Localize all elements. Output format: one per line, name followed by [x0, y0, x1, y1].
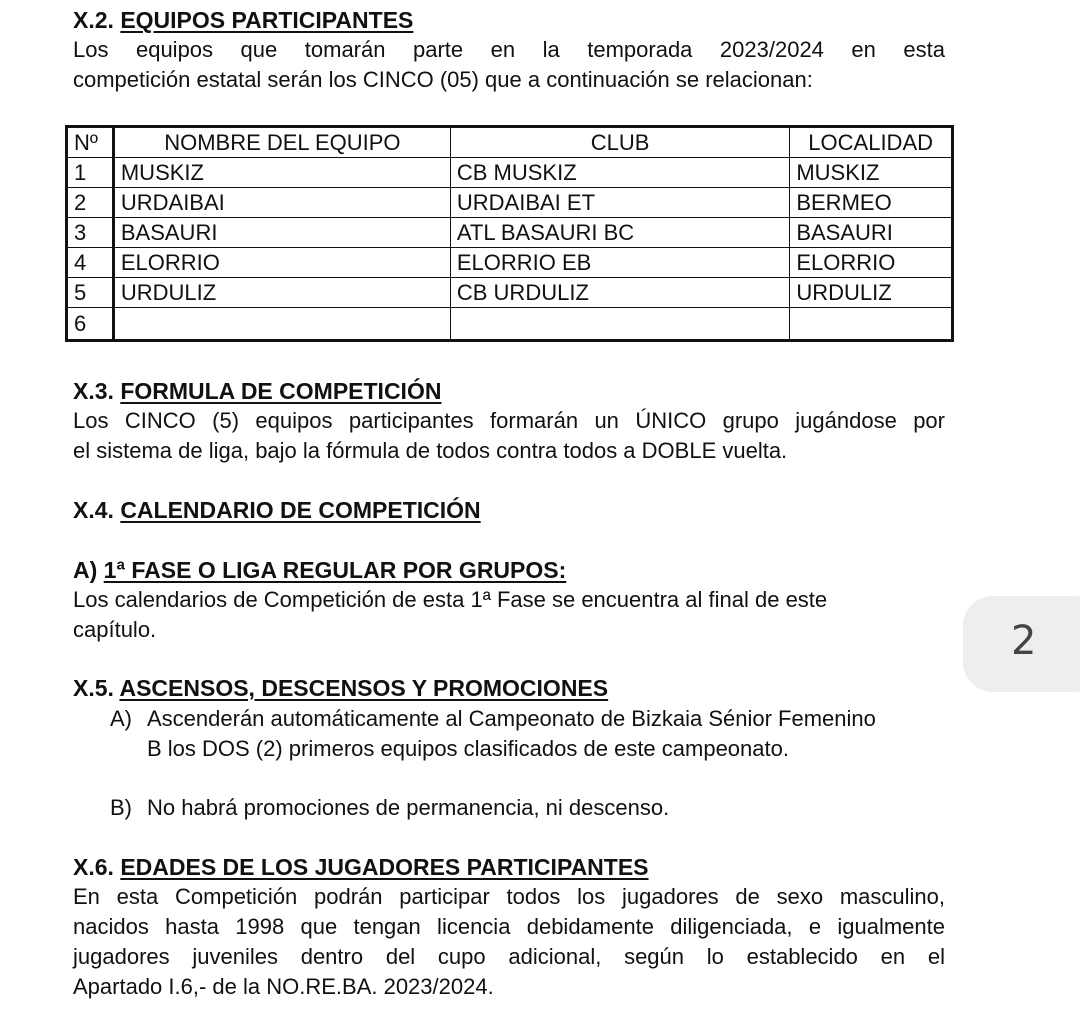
row-num: 2	[67, 188, 114, 218]
section-x6-line3: jugadores juveniles dentro del cupo adicional, según lo establecido en el	[73, 944, 945, 969]
table-row	[67, 158, 953, 188]
item-b-letter: B)	[110, 795, 132, 820]
row-locality: BERMEO	[790, 188, 953, 218]
row-team	[113, 308, 450, 341]
section-x5-heading	[73, 674, 608, 702]
page-indicator-number: 2	[1011, 618, 1037, 664]
section-x4-sub-letter: A)	[73, 557, 98, 583]
section-x6-number: X.6.	[73, 854, 114, 880]
item-b-line1: No habrá promociones de permanencia, ni descenso.	[147, 795, 670, 820]
table-row	[67, 248, 953, 278]
row-locality: BASAURI	[790, 218, 953, 248]
item-a-letter: A)	[110, 706, 132, 731]
row-num: 3	[67, 218, 114, 248]
row-team: ELORRIO	[113, 248, 450, 278]
row-team: BASAURI	[113, 218, 450, 248]
section-x2-number: X.2.	[73, 7, 114, 33]
section-x3-line1: Los CINCO (5) equipos participantes formarán un ÚNICO grupo jugándose por	[73, 408, 945, 433]
row-num: 1	[67, 158, 114, 188]
header-club: CLUB	[450, 127, 789, 158]
section-x2-line2: competición estatal serán los CINCO (05) que a continuación se relacionan:	[73, 67, 813, 92]
section-x5-item-b	[110, 793, 950, 823]
header-locality: LOCALIDAD	[790, 127, 953, 158]
header-team: NOMBRE DEL EQUIPO	[113, 127, 450, 158]
section-x4-number: X.4.	[73, 497, 114, 523]
section-x4-title: CALENDARIO DE COMPETICIÓN	[120, 497, 481, 523]
section-x4-sub-title: 1ª FASE O LIGA REGULAR POR GRUPOS:	[103, 557, 567, 583]
row-locality: MUSKIZ	[790, 158, 953, 188]
teams-table	[65, 125, 954, 342]
section-x2-heading	[73, 6, 413, 34]
section-x6-title: EDADES DE LOS JUGADORES PARTICIPANTES	[120, 854, 649, 880]
row-locality: ELORRIO	[790, 248, 953, 278]
row-club: CB URDULIZ	[450, 278, 789, 308]
table-row	[67, 308, 953, 341]
section-x2-title: EQUIPOS PARTICIPANTES	[120, 7, 414, 33]
row-num: 6	[67, 308, 114, 341]
item-a-line1: Ascenderán automáticamente al Campeonato de Bizkaia Sénior Femenino	[147, 706, 876, 731]
section-x5-item-a	[110, 704, 950, 764]
table-row	[67, 188, 953, 218]
teams-table-header-row	[67, 127, 953, 158]
row-team: URDULIZ	[113, 278, 450, 308]
row-club	[450, 308, 789, 341]
row-club: ATL BASAURI BC	[450, 218, 789, 248]
section-x4-line2: capítulo.	[73, 617, 157, 642]
table-row	[67, 218, 953, 248]
page-indicator-badge	[963, 596, 1080, 692]
item-a-line2: B los DOS (2) primeros equipos clasificados de este campeonato.	[147, 736, 789, 761]
row-locality	[790, 308, 953, 341]
row-num: 4	[67, 248, 114, 278]
section-x5-title: ASCENSOS, DESCENSOS Y PROMOCIONES	[119, 675, 609, 701]
header-num: Nº	[67, 127, 114, 158]
row-locality: URDULIZ	[790, 278, 953, 308]
row-club: ELORRIO EB	[450, 248, 789, 278]
section-x6-line2: nacidos hasta 1998 que tengan licencia debidamente diligenciada, e igualmente	[73, 914, 945, 939]
section-x2-line1: Los equipos que tomarán parte en la temporada 2023/2024 en esta	[73, 37, 945, 62]
row-team: MUSKIZ	[113, 158, 450, 188]
section-x3-line2: el sistema de liga, bajo la fórmula de todos contra todos a DOBLE vuelta.	[73, 438, 788, 463]
section-x3-heading	[73, 377, 441, 405]
row-num: 5	[67, 278, 114, 308]
section-x4-line1: Los calendarios de Competición de esta 1ª Fase se encuentra al final de este	[73, 587, 828, 612]
section-x5-number: X.5.	[73, 675, 114, 701]
table-row	[67, 278, 953, 308]
row-club: CB MUSKIZ	[450, 158, 789, 188]
section-x4-subheading	[73, 556, 566, 584]
section-x6-line1: En esta Competición podrán participar todos los jugadores de sexo masculino,	[73, 884, 945, 909]
section-x3-number: X.3.	[73, 378, 114, 404]
section-x3-title: FORMULA DE COMPETICIÓN	[120, 378, 442, 404]
row-team: URDAIBAI	[113, 188, 450, 218]
section-x6-line4: Apartado I.6,- de la NO.RE.BA. 2023/2024.	[73, 974, 494, 999]
row-club: URDAIBAI ET	[450, 188, 789, 218]
section-x6-heading	[73, 853, 649, 881]
section-x4-heading	[73, 496, 481, 524]
